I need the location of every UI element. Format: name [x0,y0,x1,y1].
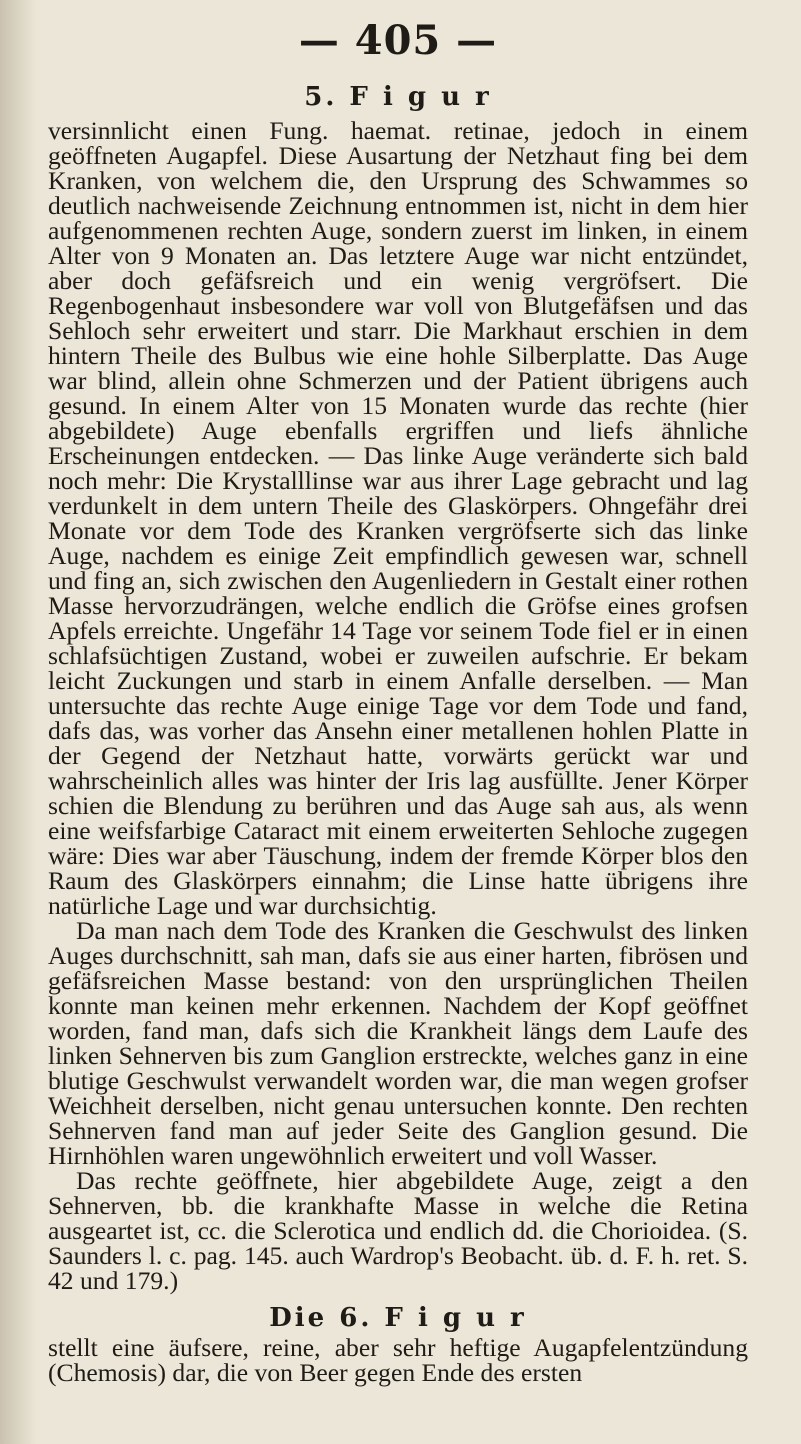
paragraph-4: stellt eine äufsere, reine, aber sehr heftige Augapfelentzündung (Chemosis) dar, die von Beer gegen Ende des ersten [48,1333,748,1387]
paragraph-1: versinnlicht einen Fung. haemat. retinae, jedoch in einem geöffneten Augapfel. Diese Ausartung der Netzhaut fing bei dem Kranken, von welchem die, den Ursprung des Schwammes so deutlich nachweisende Zeichnung entnommen ist, nicht in dem hier aufgenommenen rechten Auge, sondern zuerst im linken, in einem Alter von 9 Monaten an. Das letztere Auge war nicht entzündet, aber doch gefäfsreich und ein wenig vergröfsert. Die Regenbogenhaut insbesondere war voll von Blutgefäfsen und das Sehloch sehr erweitert und starr. Die Markhaut erschien in dem hintern Theile des Bulbus wie eine hohle Silberplatte. Das Auge war blind, allein ohne Schmerzen und der Patient übrigens auch gesund. In einem Alter von 15 Monaten wurde das rechte (hier abgebildete) Auge ebenfalls ergriffen und liefs ähnliche Erscheinungen entdecken. — Das linke Auge veränderte sich bald noch mehr: Die Krystalllinse war aus ihrer Lage gebracht und lag verdunkelt in dem untern Theile des Glaskörpers. Ohngefähr drei Monate vor dem Tode des Kranken vergröfserte sich das linke Auge, nachdem es einige Zeit empfindlich gewesen war, schnell und fing an, sich zwischen den Augenliedern in Gestalt einer rothen Masse hervorzudrängen, welche endlich die Gröfse eines grofsen Apfels erreichte. Ungefähr 14 Tage vor seinem Tode fiel er in einen schlafsüchtigen Zustand, wobei er zuweilen aufschrie. Er bekam leicht Zuckungen und starb in einem Anfalle derselben. — Man untersuchte das rechte Auge einige Tage vor dem Tode und fand, dafs das, was vorher das Ansehn einer metallenen hohlen Platte in der Gegend der Netzhaut hatte, vorwärts gerückt war und wahrscheinlich alles was hinter der Iris lag ausfüllte. Jener Körper schien die Blendung zu berühren und das Auge sah aus, als wenn eine weifsfarbige Cataract mit einem erweiterten Sehloche zugegen wäre: Dies war aber Täuschung, indem der fremde Körper blos den Raum des Glaskörpers einnahm; die Linse hatte übrigens ihre natürliche Lage und war durchsichtig. [48,116,748,920]
paragraph-3: Das rechte geöffnete, hier abgebildete Auge, zeigt a den Sehnerven, bb. die krankhafte Masse in welche die Retina ausgeartet ist, cc. die Sclerotica und endlich dd. die Chorioidea. (S. Saunders l. c. pag. 145. auch Wardrop's Beobacht. üb. d. F. h. ret. S. 42 und 179.) [48,1166,748,1295]
figure-6-heading: Die 6. F i g u r [269,1303,527,1333]
page-gutter [0,0,36,1444]
page-number: — 405 — [298,17,498,64]
paragraph-2: Da man nach dem Tode des Kranken die Geschwulst des linken Auges durchschnitt, sah man, dafs sie aus einer harten, fibrösen und gefäfsreichen Masse bestand: von den ursprünglichen Theilen konnte man keinen mehr erkennen. Nachdem der Kopf geöffnet worden, fand man, dafs sich die Krankheit längs dem Laufe des linken Sehnerven bis zum Ganglion erstreckte, welches ganz in eine blutige Geschwulst verwandelt worden war, die man wegen grofser Weichheit derselben, nicht genau untersuchen konnte. Den rechten Sehnerven fand man auf jeder Seite des Ganglion gesund. Die Hirnhöhlen waren ungewöhnlich erweitert und voll Wasser. [48,916,748,1170]
book-page [48,18,748,1385]
figure-5-heading: 5. F i g u r [304,82,492,112]
